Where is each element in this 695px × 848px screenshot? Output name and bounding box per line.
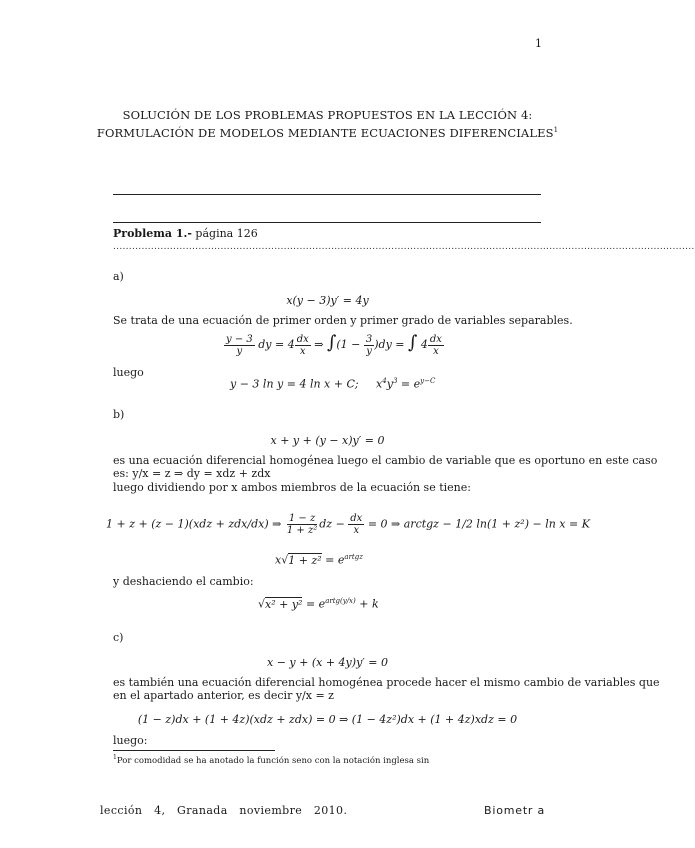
problem-heading [113,227,258,241]
part-c-equation: x − y + (x + 4y)y′ = 0 [267,656,388,669]
part-b-result: $√x^2 + y^2 = e^{artg(y/x)} + k$ [258,597,379,611]
separator-rule-1 [113,194,541,195]
footnote-mark: 1 [113,754,117,761]
problem-heading-label: Problema 1.- [113,227,192,240]
part-c-equation-2: (1 − z)dx + (1 + 4z)(xdz + zdx) = 0 ⇒ (1 − 4z²)dx + (1 + 4z)xdz = 0 [137,713,518,726]
footnote-text: Por comodidad se ha anotado la función seno con la notación inglesa sin [116,755,430,766]
page-number: 1 [535,37,542,50]
part-b-text-1: es una ecuación diferencial homogénea luego el cambio de variable que es oportuno en este caso [113,454,658,467]
dotted-rule: ........................................................................................................................................................................................ [113,242,695,252]
footnote [113,754,429,766]
part-c-text-1: es también una ecuación diferencial homogénea procede hacer el mismo cambio de variables que [113,676,660,689]
part-b-text-2: es: y/x = z ⇒ dy = xdz + zdx [113,467,271,480]
part-b-text-4: y deshaciendo el cambio: [113,575,254,588]
footer-right: Biometr a [484,804,546,817]
part-c-label: c) [113,631,124,644]
part-a-result: y − 3 ln y = 4 ln x + C; $x^4y^3 = e^{y-C}$ [230,377,436,391]
separator-rule-2 [113,222,541,223]
footnote-rule [113,750,275,751]
footer-left: lección 4, Granada noviembre 2010. [100,804,348,817]
part-a-separation-equation: $\frac{y - 3}{y}$ dy = 4 $\frac{dx}{x}$ ⇒ ∫(1 − $\frac{3}{y}$ )dy = ∫ 4 $\frac{dx}{x}$ [226,332,442,357]
part-b-label: b) [113,408,125,421]
part-b-long-equation: 1 + z + (z − 1)(xdz + zdx/dx) ⇒ $\frac{1 - z}{\text{1 + z²}}$ dz − $\frac{dx}{x}$ = 0 ⇒ arctgz − 1/2 ln(1 + z²) − ln x = K [106,513,590,536]
part-c-text-2: en el apartado anterior, es decir y/x = z [113,689,334,702]
problem-page-ref: página 126 [195,227,258,240]
document-title-line-2 [0,123,655,141]
document-title-line-1: SOLUCIÓN DE LOS PROBLEMAS PROPUESTOS EN LA LECCIÓN 4: [122,108,533,122]
part-b-intermediate: $x√1 + z^2 = e^{artgz}$ [275,553,363,567]
part-b-text-3: luego dividiendo por x ambos miembros de la ecuación se tiene: [113,481,471,494]
part-b-equation: x + y + (y − x)y′ = 0 [270,434,385,447]
part-a-text: Se trata de una ecuación de primer orden y primer grado de variables separables. [113,314,573,327]
document-title-text: FORMULACIÓN DE MODELOS MEDIANTE ECUACIONES DIFERENCIALES [96,125,554,140]
title-footnote-mark: 1 [553,126,559,134]
part-c-text-3: luego: [113,734,148,747]
part-a-equation: x(y − 3)y′ = 4y [286,294,369,307]
part-a-luego: luego [113,366,144,379]
part-a-label: a) [113,270,124,283]
